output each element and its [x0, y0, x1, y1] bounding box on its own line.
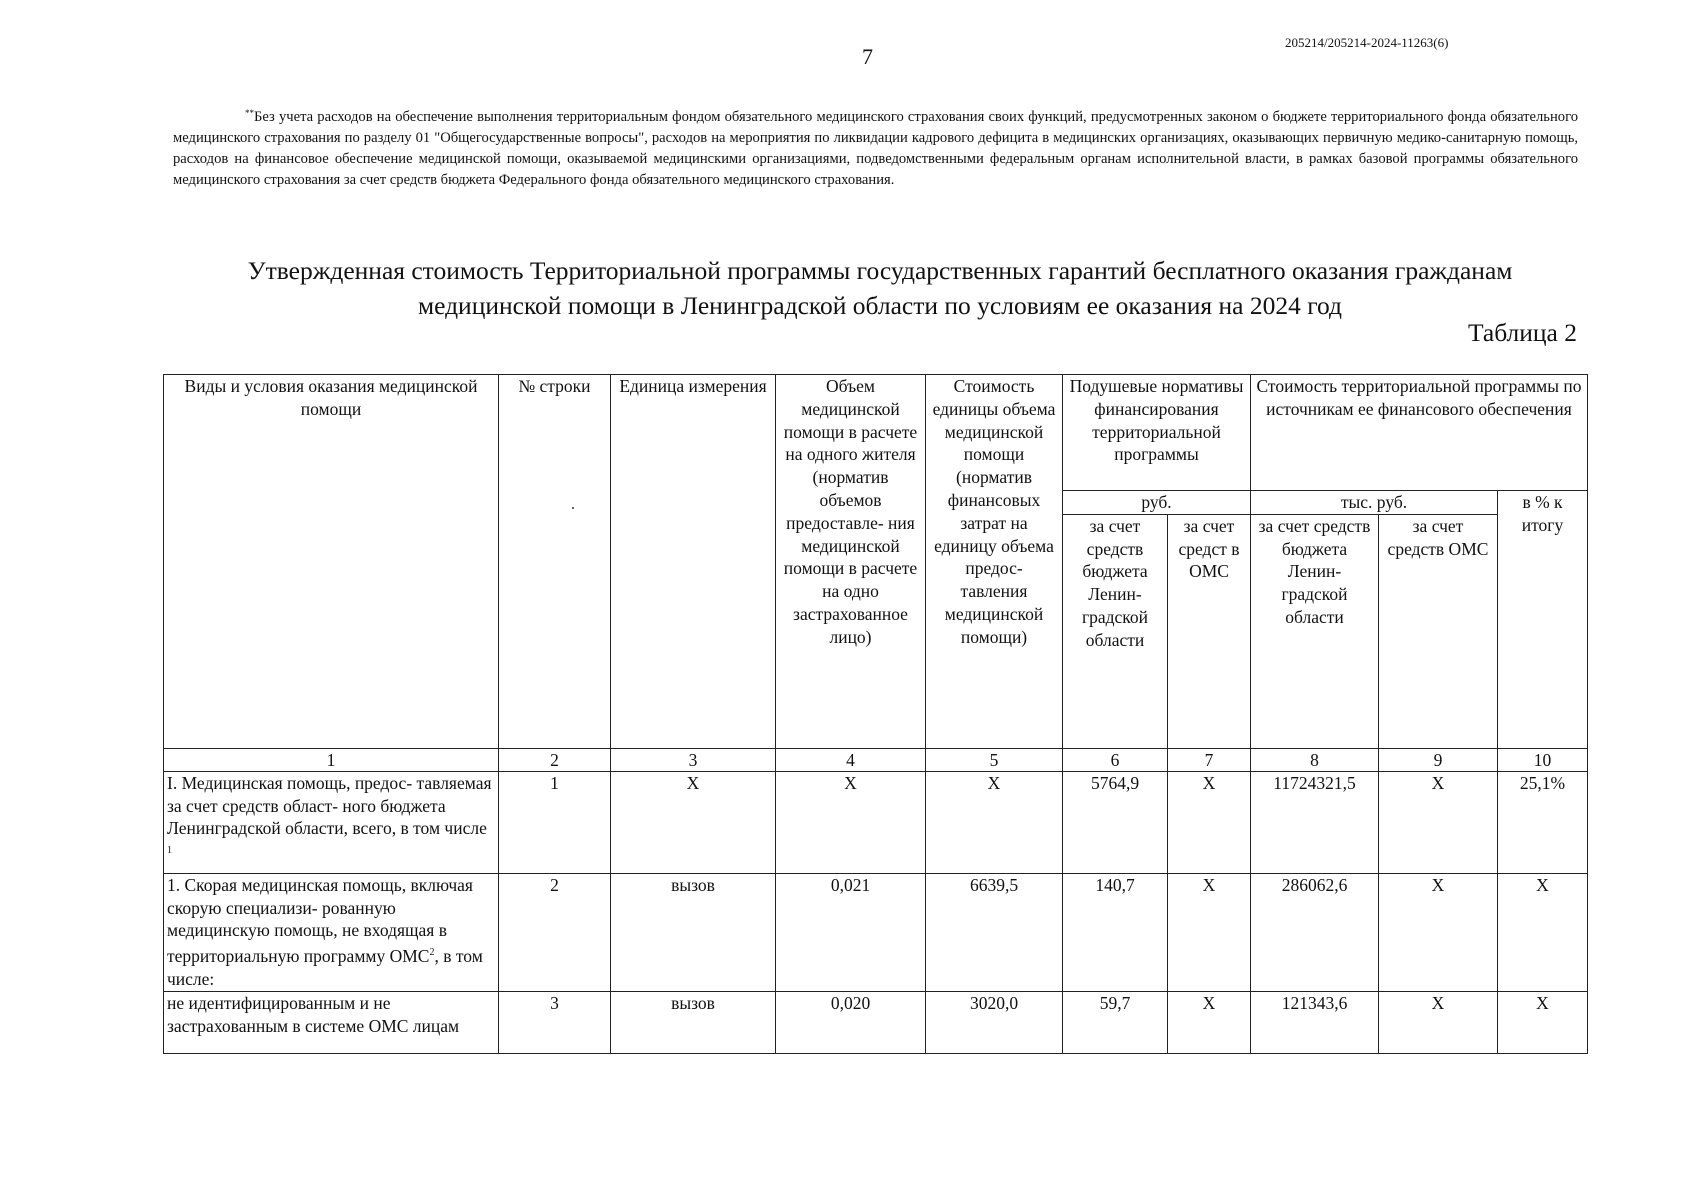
row-per-capita-oms: X [1168, 873, 1251, 991]
document-id: 205214/205214-2024-11263(6) [1285, 35, 1449, 50]
row-unit: X [611, 771, 776, 873]
row-cost-oms: X [1379, 771, 1498, 873]
row-per-capita-oms: X [1168, 991, 1251, 1053]
row-cost-budget: 11724321,5 [1251, 771, 1379, 873]
table-row [164, 873, 1588, 991]
header-cost-budget: за счет средств бюджета Ленин- градской области [1251, 514, 1379, 748]
row-cost-oms: X [1379, 991, 1498, 1053]
column-number: 2 [499, 748, 611, 771]
row-unit-cost: 3020,0 [926, 991, 1063, 1053]
row-percent: X [1498, 873, 1588, 991]
row-name [164, 771, 499, 873]
row-name-suffix: , в том числе: [167, 946, 483, 989]
row-per-capita-oms: X [1168, 771, 1251, 873]
row-volume: 0,021 [776, 873, 926, 991]
row-unit-cost: 6639,5 [926, 873, 1063, 991]
row-percent: X [1498, 991, 1588, 1053]
column-number: 6 [1063, 748, 1168, 771]
column-number: 9 [1379, 748, 1498, 771]
header-per-capita-oms: за счет средст в ОМС [1168, 514, 1251, 748]
header-unit-cost: Стоимость единицы объема медицинской помощи (норматив финансовых затрат на единицу объема предос- тавления медицинской помощи) [926, 375, 1063, 749]
row-unit-cost: X [926, 771, 1063, 873]
header-cost-oms: за счет средств ОМС [1379, 514, 1498, 748]
row-line-number: 3 [499, 991, 611, 1053]
row-unit: вызов [611, 873, 776, 991]
header-percent: в % к итогу [1498, 491, 1588, 749]
column-number: 4 [776, 748, 926, 771]
row-per-capita-budget: 140,7 [1063, 873, 1168, 991]
column-number: 5 [926, 748, 1063, 771]
title-line-2: медицинской помощи в Ленинградской области по условиям ее оказания на 2024 год [417, 291, 1343, 320]
title-line-1: Утвержденная стоимость Территориальной программы государственных гарантий бесплатного оказания гражданам [247, 256, 1513, 285]
footnote-marker: ** [245, 108, 254, 118]
scan-artifact [572, 507, 574, 509]
table-label: Таблица 2 [1467, 318, 1577, 347]
header-care-type: Виды и условия оказания медицинской помощи [164, 375, 499, 749]
cost-table [163, 374, 1588, 1054]
row-line-number: 2 [499, 873, 611, 991]
row-unit: вызов [611, 991, 776, 1053]
row-line-number: 1 [499, 771, 611, 873]
page-number: 7 [862, 44, 873, 69]
row-name-text: I. Медицинская помощь, предос- тавляемая за счет средств област- ного бюджета Ленинградской области, всего, в том числе [167, 772, 492, 839]
footnote [173, 103, 1578, 191]
header-per-capita-unit: руб. [1063, 491, 1251, 515]
header-volume: Объем медицинской помощи в расчете на одного жителя (норматив объемов предоставле- ния медицинской помощи в расчете на одно застрахованное лицо) [776, 375, 926, 749]
header-per-capita-budget: за счет средств бюджета Ленин- градской области [1063, 514, 1168, 748]
header-group-per-capita: Подушевые нормативы финансирования территориальной программы [1063, 375, 1251, 491]
footnote-ref: 2 [429, 947, 435, 959]
column-number: 10 [1498, 748, 1588, 771]
row-name-text: 1. Скорая медицинская помощь, включая скорую специализи- рованную медицинскую помощь, не входящая в территориальную программу ОМС [167, 874, 473, 967]
table-row [164, 771, 1588, 873]
row-percent: 25,1% [1498, 771, 1588, 873]
column-number-row [164, 748, 1588, 771]
header-unit: Единица измерения [611, 375, 776, 749]
row-volume: X [776, 771, 926, 873]
header-line-number: № строки [499, 375, 611, 749]
row-per-capita-budget: 5764,9 [1063, 771, 1168, 873]
column-number: 3 [611, 748, 776, 771]
row-name: не идентифицированным и не застрахованным в системе ОМС лицам [164, 991, 499, 1053]
document-title [170, 253, 1590, 323]
header-group-cost: Стоимость территориальной программы по источникам ее финансового обеспечения [1251, 375, 1588, 491]
column-number: 7 [1168, 748, 1251, 771]
row-volume: 0,020 [776, 991, 926, 1053]
row-name [164, 873, 499, 991]
row-per-capita-budget: 59,7 [1063, 991, 1168, 1053]
column-number: 1 [164, 748, 499, 771]
row-cost-budget: 286062,6 [1251, 873, 1379, 991]
row-cost-oms: X [1379, 873, 1498, 991]
column-number: 8 [1251, 748, 1379, 771]
footnote-ref: 1 [167, 845, 172, 857]
footnote-text: Без учета расходов на обеспечение выполнения территориальным фондом обязательного медицинского страхования своих функций, предусмотренных законом о бюджете территориального фонда обязательного медицинского страхования по разделу 01 "Общегосударственные вопросы", расходов на мероприятия по ликвидации кадрового дефицита в медицинских организациях, оказывающих первичную медико-санитарную помощь, расходов на финансовое обеспечение медицинской помощи, оказываемой медицинскими организациями, подведомственными федеральным органам исполнительной власти, в рамках базовой программы обязательного медицинского страхования за счет средств бюджета Федерального фонда обязательного медицинского страхования. [173, 109, 1578, 188]
row-cost-budget: 121343,6 [1251, 991, 1379, 1053]
table-row [164, 991, 1588, 1053]
header-cost-unit: тыс. руб. [1251, 491, 1498, 515]
